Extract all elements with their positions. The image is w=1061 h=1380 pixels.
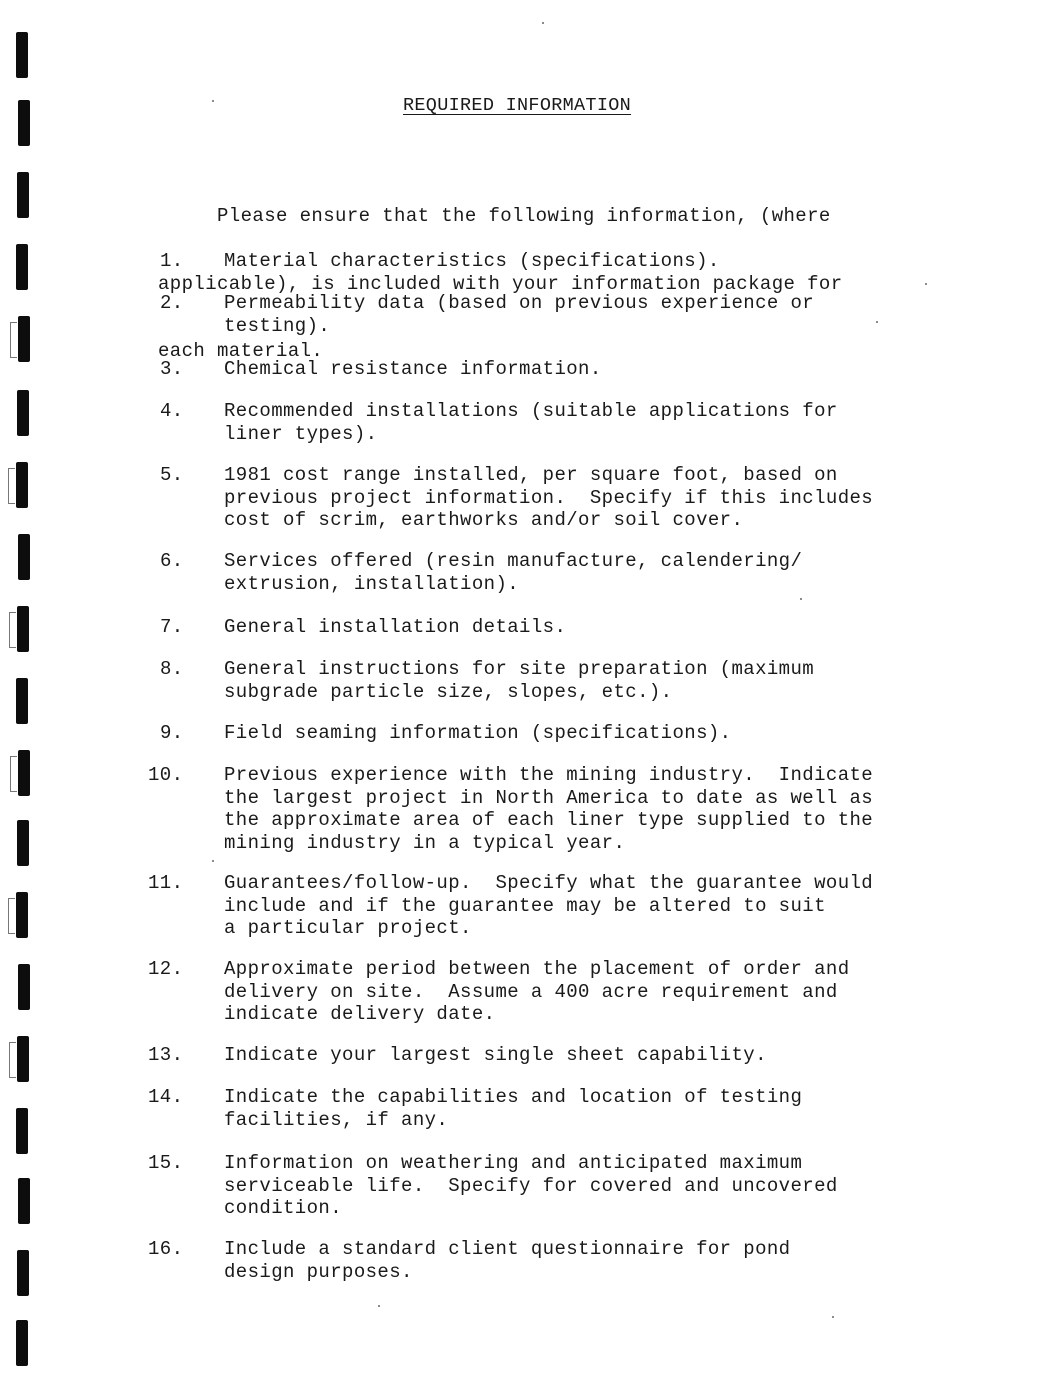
item-line: condition. [224, 1197, 343, 1219]
binder-hole [17, 820, 29, 866]
item-line: serviceable life. Specify for covered and uncovered [224, 1174, 838, 1197]
scan-speck [212, 860, 214, 862]
item-number: 1. [160, 250, 184, 272]
item-line: the approximate area of each liner type supplied to the [224, 809, 874, 831]
binder-hole [16, 1320, 28, 1366]
scan-speck [542, 22, 544, 24]
item-line: Previous experience with the mining industry. Indicate [224, 764, 874, 786]
item-number: 15. [148, 1152, 184, 1174]
item-line: design purposes. [224, 1260, 413, 1283]
item-text [224, 550, 984, 595]
item-text [224, 400, 984, 445]
binder-hole [16, 244, 28, 290]
item-line: Material characteristics (specifications). [224, 250, 720, 272]
intro-line: Please ensure that the following information, (where [158, 205, 831, 227]
item-line: a particular project. [224, 917, 472, 939]
item-line: liner types). [224, 422, 378, 445]
item-line: Services offered (resin manufacture, calendering/ [224, 550, 803, 572]
item-line: General installation details. [224, 616, 567, 638]
item-line: facilities, if any. [224, 1108, 449, 1131]
binder-hole [18, 100, 30, 146]
item-line: Indicate your largest single sheet capability. [224, 1044, 767, 1066]
item-line: extrusion, installation). [224, 572, 520, 595]
binder-hole [16, 1108, 28, 1154]
binder-hole [16, 892, 28, 938]
item-number: 14. [148, 1086, 184, 1108]
item-number: 2. [160, 292, 184, 314]
scan-speck [832, 1316, 834, 1318]
item-line: Permeability data (based on previous experience or [224, 292, 815, 314]
binder-hole [17, 606, 29, 652]
item-text [224, 1238, 984, 1283]
item-number: 7. [160, 616, 184, 638]
item-text [224, 616, 984, 639]
item-number: 13. [148, 1044, 184, 1066]
item-text [224, 250, 984, 273]
item-line: subgrade particle size, slopes, etc.). [224, 680, 673, 703]
item-number: 16. [148, 1238, 184, 1260]
item-number: 4. [160, 400, 184, 422]
binder-hole-edge [8, 898, 15, 934]
intro-line: applicable), is included with your information package for [158, 272, 843, 295]
item-line: Include a standard client questionnaire for pond [224, 1238, 791, 1260]
binder-hole [18, 750, 30, 796]
item-line: Information on weathering and anticipated maximum [224, 1152, 803, 1174]
binder-hole [18, 534, 30, 580]
document-title: REQUIRED INFORMATION [403, 95, 632, 116]
item-line: Indicate the capabilities and location of testing [224, 1086, 803, 1108]
item-number: 5. [160, 464, 184, 486]
item-line: include and if the guarantee may be altered to suit [224, 894, 826, 917]
binder-hole [17, 172, 29, 218]
binder-hole [18, 964, 30, 1010]
item-text [224, 464, 984, 532]
item-line: Chemical resistance information. [224, 358, 602, 380]
item-line: 1981 cost range installed, per square foot, based on [224, 464, 838, 486]
binder-hole [16, 32, 28, 78]
item-line: the largest project in North America to date as well as [224, 786, 874, 809]
item-line: indicate delivery date. [224, 1003, 496, 1025]
item-text [224, 764, 984, 854]
binder-hole-edge [9, 612, 16, 648]
item-text [224, 658, 984, 703]
binder-hole-edge [8, 468, 15, 504]
item-number: 10. [148, 764, 184, 786]
binder-hole-edge [10, 322, 17, 358]
item-text [224, 358, 984, 381]
scan-speck [800, 598, 802, 600]
item-text [224, 872, 984, 940]
item-number: 9. [160, 722, 184, 744]
item-number: 6. [160, 550, 184, 572]
binder-hole [16, 462, 28, 508]
binder-holes [14, 0, 44, 1380]
item-number: 11. [148, 872, 184, 894]
item-number: 8. [160, 658, 184, 680]
item-number: 3. [160, 358, 184, 380]
item-line: previous project information. Specify if this includes [224, 486, 874, 509]
item-text [224, 292, 984, 337]
item-text [224, 958, 984, 1026]
binder-hole [16, 678, 28, 724]
item-line: delivery on site. Assume a 400 acre requirement and [224, 980, 838, 1003]
scan-speck [876, 321, 878, 323]
scan-speck [925, 283, 927, 285]
binder-hole [17, 1250, 29, 1296]
item-line: testing). [224, 314, 331, 337]
binder-hole [18, 316, 30, 362]
item-line: mining industry in a typical year. [224, 831, 626, 854]
binder-hole [18, 1178, 30, 1224]
item-line: Recommended installations (suitable applications for [224, 400, 838, 422]
scan-speck [212, 100, 214, 102]
item-line: Guarantees/follow-up. Specify what the guarantee would [224, 872, 874, 894]
item-text [224, 1044, 984, 1067]
item-line: Field seaming information (specifications). [224, 722, 732, 744]
binder-hole [17, 390, 29, 436]
binder-hole-edge [9, 1042, 16, 1078]
binder-hole [17, 1036, 29, 1082]
intro-line: each material. [158, 340, 324, 362]
item-text [224, 722, 984, 745]
item-line: General instructions for site preparation (maximum [224, 658, 815, 680]
binder-hole-edge [10, 756, 17, 792]
item-text [224, 1086, 984, 1131]
item-line: cost of scrim, earthworks and/or soil cover. [224, 509, 744, 531]
item-text [224, 1152, 984, 1220]
scan-speck [378, 1305, 380, 1307]
item-line: Approximate period between the placement of order and [224, 958, 850, 980]
item-number: 12. [148, 958, 184, 980]
